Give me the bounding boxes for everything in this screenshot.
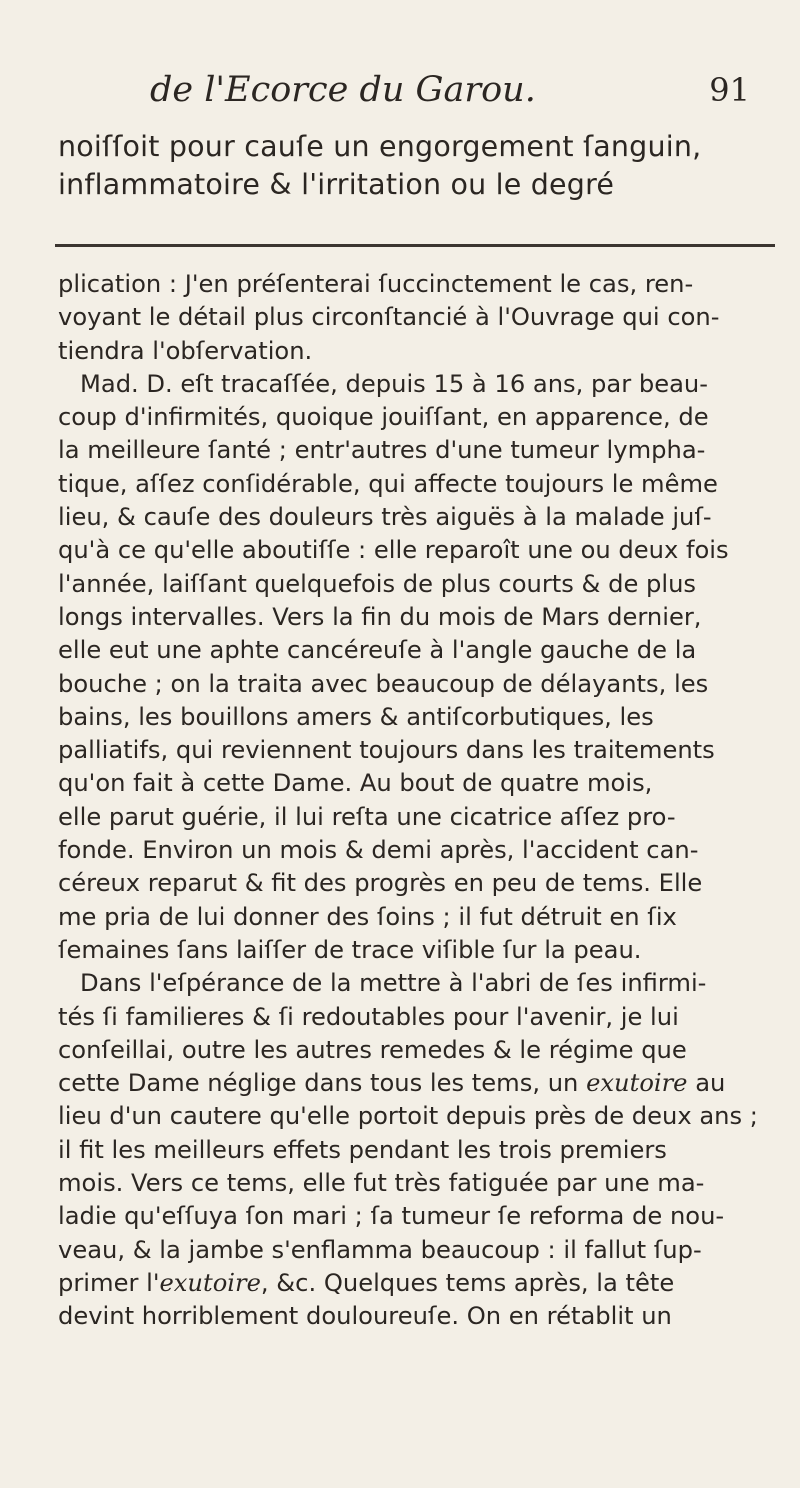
text-line: longs intervalles. Vers la fin du mois de Mars dernier, <box>58 602 702 631</box>
text-line: céreux reparut & fit des progrès en peu de tems. Elle <box>58 869 703 898</box>
text-line: voyant le détail plus circonſtancié à l'Ouvrage qui con- <box>58 303 720 332</box>
text-line: mois. Vers ce tems, elle fut très fatiguée par une ma- <box>58 1169 705 1198</box>
text-line: ſemaines ſans laiſſer de trace viſible ſur la peau. <box>58 935 642 964</box>
italic-term: exutoire <box>586 1069 688 1098</box>
text-line: plication : J'en préſenterai ſuccinctement le cas, ren- <box>58 270 694 298</box>
text-line: devint horriblement douloureuſe. On en rétablit un <box>58 1302 672 1331</box>
text-line <box>58 1267 778 1300</box>
text-line: coup d'infirmités, quoique jouiſſant, en apparence, de <box>58 403 709 432</box>
text-line: qu'on fait à cette Dame. Au bout de quatre mois, <box>58 769 653 798</box>
text-line: il fit les meilleurs effets pendant les trois premiers <box>58 1135 667 1164</box>
text-line: elle eut une aphte cancéreuſe à l'angle gauche de la <box>58 636 697 665</box>
continued-text <box>58 128 778 204</box>
section-divider <box>55 244 775 247</box>
text-line: fonde. Environ un mois & demi après, l'accident can- <box>58 836 699 865</box>
body-text <box>58 268 778 1334</box>
text-line: qu'à ce qu'elle aboutiſſe : elle reparoît une ou deux fois <box>58 536 729 565</box>
text-line: la meilleure ſanté ; entr'autres d'une tumeur lympha- <box>58 436 706 465</box>
text-line: tique, aſſez conſidérable, qui affecte toujours le même <box>58 469 718 498</box>
text-line: bouche ; on la traita avec beaucoup de délayants, les <box>58 669 709 698</box>
text-line: tiendra l'obſervation. <box>58 336 313 365</box>
text-line: tés ſi familieres & ſi redoutables pour l'avenir, je lui <box>58 1002 679 1031</box>
text-run: , &c. Quelques tems après, la tête <box>260 1268 675 1297</box>
text-line: l'année, laiſſant quelquefois de plus courts & de plus <box>58 569 697 598</box>
page-number: 91 <box>709 71 750 109</box>
text-line: lieu, & cauſe des douleurs très aiguës à la malade juſ- <box>58 503 712 532</box>
text-line: ladie qu'eſſuya ſon mari ; ſa tumeur ſe reforma de nou- <box>58 1202 725 1231</box>
text-run: cette Dame néglige dans tous les tems, un <box>58 1069 587 1098</box>
running-header <box>150 70 750 110</box>
text-line: inflammatoire & l'irritation ou le degré <box>58 168 615 201</box>
text-line: conſeillai, outre les autres remedes & le régime que <box>58 1035 687 1064</box>
italic-term: exutoire <box>159 1268 261 1297</box>
text-line: lieu d'un cautere qu'elle portoit depuis près de deux ans ; <box>58 1102 758 1131</box>
text-line: Dans l'eſpérance de la mettre à l'abri de ſes infirmi- <box>80 969 707 998</box>
text-line: bains, les bouillons amers & antiſcorbutiques, les <box>58 702 654 731</box>
text-line: me pria de lui donner des ſoins ; il fut détruit en ſix <box>58 902 677 931</box>
running-title: de l'Ecorce du Garou. <box>150 70 536 110</box>
text-run: primer l' <box>58 1268 160 1297</box>
text-line: elle parut guérie, il lui reſta une cicatrice aſſez pro- <box>58 802 676 831</box>
text-line: noiſſoit pour cauſe un engorgement ſanguin, <box>58 130 702 163</box>
text-run: au <box>687 1069 726 1098</box>
text-line: veau, & la jambe s'enflamma beaucoup : il fallut ſup- <box>58 1235 702 1264</box>
text-line: palliatifs, qui reviennent toujours dans les traitements <box>58 736 715 765</box>
text-line: Mad. D. eſt tracaſſée, depuis 15 à 16 ans, par beau- <box>80 369 708 398</box>
text-line <box>58 1067 778 1100</box>
